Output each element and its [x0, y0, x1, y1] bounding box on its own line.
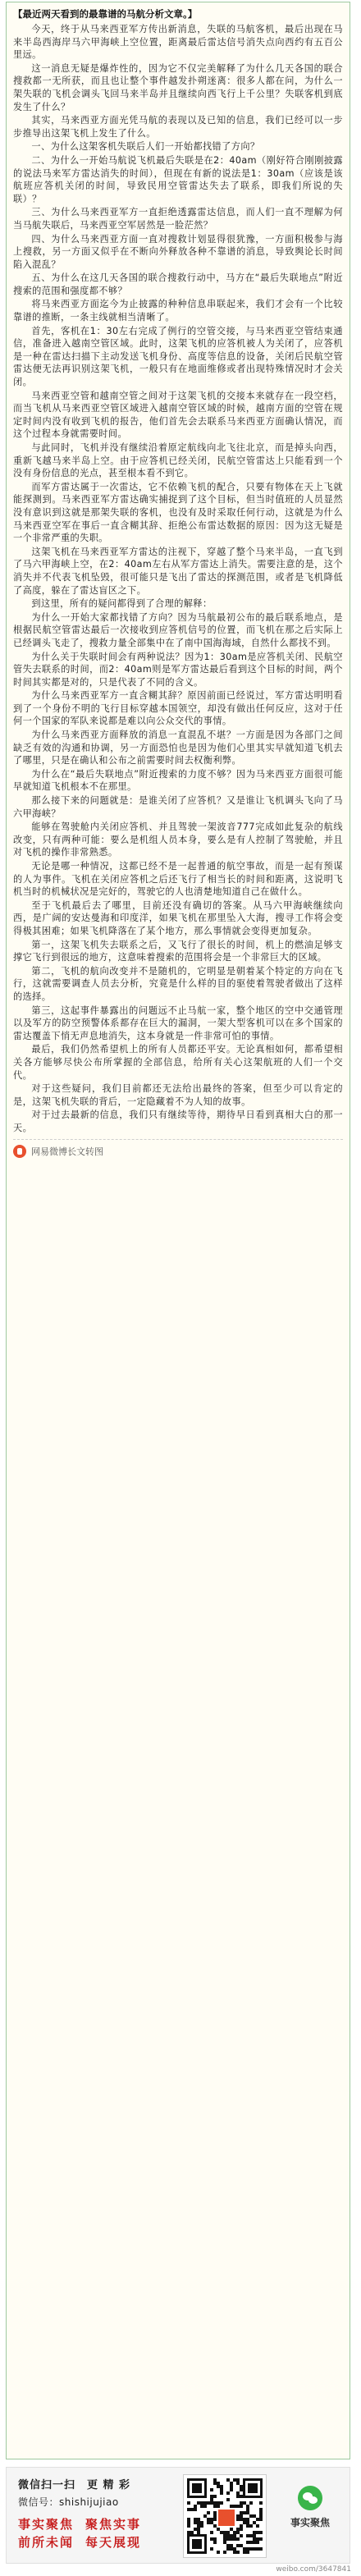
- article-paragraph: 对于过去最新的信息，我们只有继续等待，期待早日看到真相大白的那一天。: [13, 1110, 343, 1133]
- qr-module: [249, 2524, 253, 2528]
- slogan-text: 每天展现: [85, 2535, 142, 2550]
- qr-module: [190, 2531, 194, 2534]
- qr-module: [259, 2501, 263, 2505]
- slogan-text: 聚焦实事: [85, 2517, 142, 2532]
- article-paragraph: 无论是哪一种情况，这都已经不是一起普通的航空事故，而是一起有预谋的人为事件。飞机在关闭应答机之后还飞行了相当长的时间和距离，这说明飞机当时的机械状况是完好的，驾驶它的人也清楚地知道自己在做什么。: [13, 861, 343, 898]
- qr-module: [210, 2488, 213, 2491]
- article-card: [6, 2, 350, 2459]
- article-paragraph: 与此同时，飞机并没有继续沿着原定航线向北飞往北京，而是掉头向西，重新飞越马来半岛上空。由于应答机已经关闭，民航空管雷达上只能看到一个没有身份信息的光点，甚至根本看不到它。: [13, 442, 343, 479]
- qr-module: [259, 2518, 263, 2521]
- article-paragraph: 到这里，所有的疑问都得到了合理的解释：: [31, 598, 212, 610]
- qr-module: [203, 2505, 207, 2508]
- qr-module: [259, 2531, 263, 2534]
- qr-module: [187, 2501, 190, 2505]
- article-paragraph: 二、为什么一开始马航说飞机最后失联是在2：40am（刚好符合刚刚披露的说法马来军方雷达消失的时间），但现在有新的说法是1：30am（应该是该航班应答机关闭的时间，导致民用空管雷达失去了联系，即我们所说的失联）？: [13, 154, 343, 204]
- promo-text-block: [18, 2476, 174, 2551]
- article-paragraph: 三、为什么马来西亚军方一直拒绝透露雷达信息，而人们一直不理解为何当马航失联后，马来西亚空军居然是一脸茫然？: [13, 207, 343, 231]
- qr-module: [213, 2541, 217, 2544]
- slogan-text: 前所未闻: [18, 2535, 75, 2550]
- qr-module: [240, 2488, 243, 2491]
- article-paragraph: 至于飞机最后去了哪里，目前还没有确切的答案。从马六甲海峡继续向西，是广阔的安达曼海和印度洋，如果飞机在那里坠入大海，搜寻工作将会变得极其困难；如果飞机降落在了某个地方，那么事情就会变得更加复杂。: [13, 899, 343, 936]
- qr-module: [210, 2547, 213, 2551]
- article-paragraph: 能够在驾驶舱内关闭应答机、并且驾驶一架波音777完成如此复杂的航线改变，只有两种可能：要么是机组人员本身，要么是有人控制了驾驶舱，并且对飞机的操作非常熟悉。: [13, 821, 343, 858]
- qr-finder: [248, 2483, 258, 2493]
- qr-module: [220, 2501, 223, 2505]
- article-source: [13, 1139, 343, 1158]
- article-body: [13, 23, 343, 1134]
- promo-brand: [273, 2486, 347, 2529]
- qr-module: [259, 2547, 263, 2551]
- promo-scan-text: 微信扫一扫 更 精 彩: [18, 2479, 131, 2491]
- qr-module: [249, 2501, 253, 2505]
- qr-module: [207, 2511, 210, 2514]
- slogan-text: 事实聚焦: [18, 2517, 75, 2532]
- qr-module: [213, 2495, 217, 2498]
- qr-module: [220, 2491, 223, 2495]
- article-title: 【最近两天看到的最靠谱的马航分析文章。】: [13, 8, 198, 20]
- qr-logo-icon: [217, 2508, 236, 2528]
- article-paragraph: 为什么在“最后失联地点”附近搜索的力度不够？因为马来西亚方面很可能早就知道飞机根本不在那里。: [13, 768, 343, 793]
- qr-module: [256, 2524, 259, 2528]
- article-paragraph: 第三，这起事件暴露出的问题远不止马航一家，整个地区的空中交通管理以及军方的防空预警体系都存在巨大的漏洞，一架大型客机可以在多个国家的雷达覆盖下悄无声息地消失，这本身就是一件非常可怕的事情。: [13, 1004, 343, 1041]
- qr-module: [223, 2551, 226, 2554]
- qr-module: [256, 2541, 259, 2544]
- qr-module: [187, 2524, 190, 2528]
- promo-slogan-row-1: [18, 2515, 174, 2533]
- netease-logo-icon: [13, 1145, 26, 1158]
- promo-brand-text: 事实聚焦: [290, 2517, 330, 2528]
- qr-module: [217, 2505, 220, 2508]
- qr-finder: [192, 2539, 202, 2549]
- qr-code-icon[interactable]: [183, 2474, 267, 2558]
- article-paragraph: 而军方雷达属于一次雷达，它不依赖飞机的配合，只要有物体在天上飞就能探测到。马来西亚军方雷达确实捕捉到了这个目标，但当时值班的人员显然没有意识到这就是那架失联的客机，也没有及时采取任何行动，这就是为什么马来西亚空军在事后一直含糊其辞、拒绝公布雷达数据的原因：因为这无疑是一个非常严重的失职。: [13, 481, 343, 544]
- article-paragraph: 将马来西亚方面迄今为止披露的种种信息串联起来，我们才会有一个比较靠谱的推断，一条主线就相当清晰了。: [13, 299, 343, 323]
- article-paragraph: 今天，终于从马来西亚军方传出新消息，失联的马航客机，最后出现在马来半岛西海岸马六甲海峡上空位置，距离最后雷达信号消失点向西约有五百公里远。: [13, 24, 343, 61]
- qr-module: [240, 2528, 243, 2531]
- qr-module: [210, 2531, 213, 2534]
- article-paragraph: 四、为什么马来西亚方面一直对搜救计划显得很犹豫，一方面积极参与海上搜救，另一方面又似乎在不断向外释放各种不靠谱的消息，导致舆论长时间陷入混乱？: [13, 233, 343, 270]
- article-paragraph: 为什么一开始大家都找错了方向？因为马航最初公布的最后联系地点，是根据民航空管雷达最后一次接收到应答机信号的位置，而飞机在那之后实际上已经调头飞走了，搜救力量全部集中在了南中国海海域，自然什么都找不到。: [13, 611, 343, 648]
- qr-module: [197, 2531, 200, 2534]
- article-paragraph: 这一消息无疑是爆炸性的，因为它不仅完美解释了为什么几天各国的联合搜救都一无所获，而且也让整个事件越发扑朔迷离：很多人都在问，为什么一架失联的飞机会调头飞回马来半岛并且继续向西飞行上千公里？失联客机到底发生了什么？: [13, 62, 343, 112]
- article-paragraph: 这架飞机在马来西亚军方雷达的注视下，穿越了整个马来半岛，一直飞到了马六甲海峡上空，在2：40am左右从军方雷达上消失。需要注意的是，这个消失并不代表飞机坠毁，很可能只是飞出了雷达的探测范围，或者是飞机降低了高度，躲在了雷达盲区之下。: [13, 546, 343, 596]
- promo-wechat-id: 微信号：shishijujiao: [18, 2496, 119, 2508]
- qr-module: [226, 2498, 230, 2501]
- qr-module: [240, 2505, 243, 2508]
- weibo-watermark: weibo.com/3647841: [276, 2565, 351, 2574]
- article-paragraph: 五、为什么在这几天各国的联合搜救行动中，马方在“最后失联地点”附近搜索的范围和强度都不够？: [13, 272, 343, 296]
- article-paragraph: 最后，我们仍然希望机上的所有人员都还平安。无论真相如何，都希望相关各方能够尽快公布所掌握的全部信息，给所有关心这架航班的人们一个交代。: [13, 1044, 343, 1081]
- qr-module: [194, 2508, 197, 2511]
- qr-finder: [192, 2483, 202, 2493]
- source-label: 网易微博长文转图: [31, 1146, 103, 1158]
- article-paragraph: 马来西亚空管和越南空管之间对于这架飞机的交接本来就存在一段空档，而当飞机从马来西亚空管区域进入越南空管区域的时候，越南方面的空管在规定时间内没有收到飞机的报告，他们首先会去联系马来西亚方面确认情况，而这个过程本身就需要时间。: [13, 390, 343, 440]
- article-paragraph: 首先，客机在1：30左右完成了例行的空管交接，与马来西亚空管结束通信，准备进入越南空管区域。此时，这架飞机的应答机被人为关闭了，应答机是一种在雷达扫描下主动发送飞机身份、高度等信息的设备，关闭后民航空管雷达便无法再识别这架飞机，一般只有在地面维修或者出现特殊情况时才会关闭。: [13, 325, 343, 388]
- qr-module: [217, 2551, 220, 2554]
- qr-module: [246, 2551, 249, 2554]
- article-paragraph: 第二，飞机的航向改变并不是随机的，它明显是朝着某个特定的方向在飞行，这就需要调查人员去分析，究竟是什么样的目的驱使着驾驶者做出了这样的选择。: [13, 965, 343, 1002]
- article-paragraph: 那么接下来的问题就是：是谁关闭了应答机？又是谁让飞机调头飞向了马六甲海峡？: [13, 795, 343, 819]
- wechat-promo-banner: [6, 2467, 350, 2564]
- article-paragraph: 为什么关于失联时间会有两种说法？因为1：30am是应答机关闭、民航空管失去联系的时间，而2：40am则是军方雷达最后看到这个目标的时间，两个时间其实都是对的，只是代表了不同的含义。: [13, 651, 343, 688]
- qr-module: [259, 2537, 263, 2541]
- article-paragraph: 一、为什么这架客机失联后人们一开始都找错了方向？: [31, 141, 260, 153]
- article-paragraph: 为什么马来西亚军方一直含糊其辞？原因前面已经说过，军方雷达明明看到了一个身份不明的飞行目标穿越本国领空，却没有做出任何反应，这对于任何一个国家的军队来说都是难以向公众交代的事情。: [13, 690, 343, 727]
- qr-module: [236, 2551, 240, 2554]
- qr-module: [240, 2495, 243, 2498]
- article-paragraph: 为什么马来西亚方面释放的消息一直混乱不堪？一方面是因为各部门之间缺乏有效的沟通和协调，另一方面恐怕也是因为他们心里其实早就知道飞机去了哪里，只是在确认和公布之前需要时间去权衡利弊。: [13, 730, 343, 766]
- qr-module: [213, 2518, 217, 2521]
- qr-module: [226, 2491, 230, 2495]
- article-paragraph: 第一，这架飞机失去联系之后，又飞行了很长的时间，机上的燃油足够支撑它飞行到很远的地方，这意味着搜索的范围将会是一个非常巨大的区域。: [13, 939, 343, 963]
- qr-module: [200, 2524, 203, 2528]
- qr-module: [240, 2534, 243, 2537]
- wechat-icon: [298, 2486, 322, 2510]
- qr-module: [230, 2488, 233, 2491]
- article-paragraph: 其实，马来西亚方面光凭马航的表现以及已知的信息，我们已经可以一步步推导出这架飞机上发生了什么。: [13, 115, 343, 139]
- article-paragraph: 对于这些疑问，我们目前都还无法给出最终的答案，但至少可以肯定的是，这架飞机失联的背后，一定隐藏着不为人知的故事。: [13, 1083, 343, 1107]
- qr-module: [236, 2537, 240, 2541]
- promo-slogan-row-2: [18, 2533, 174, 2551]
